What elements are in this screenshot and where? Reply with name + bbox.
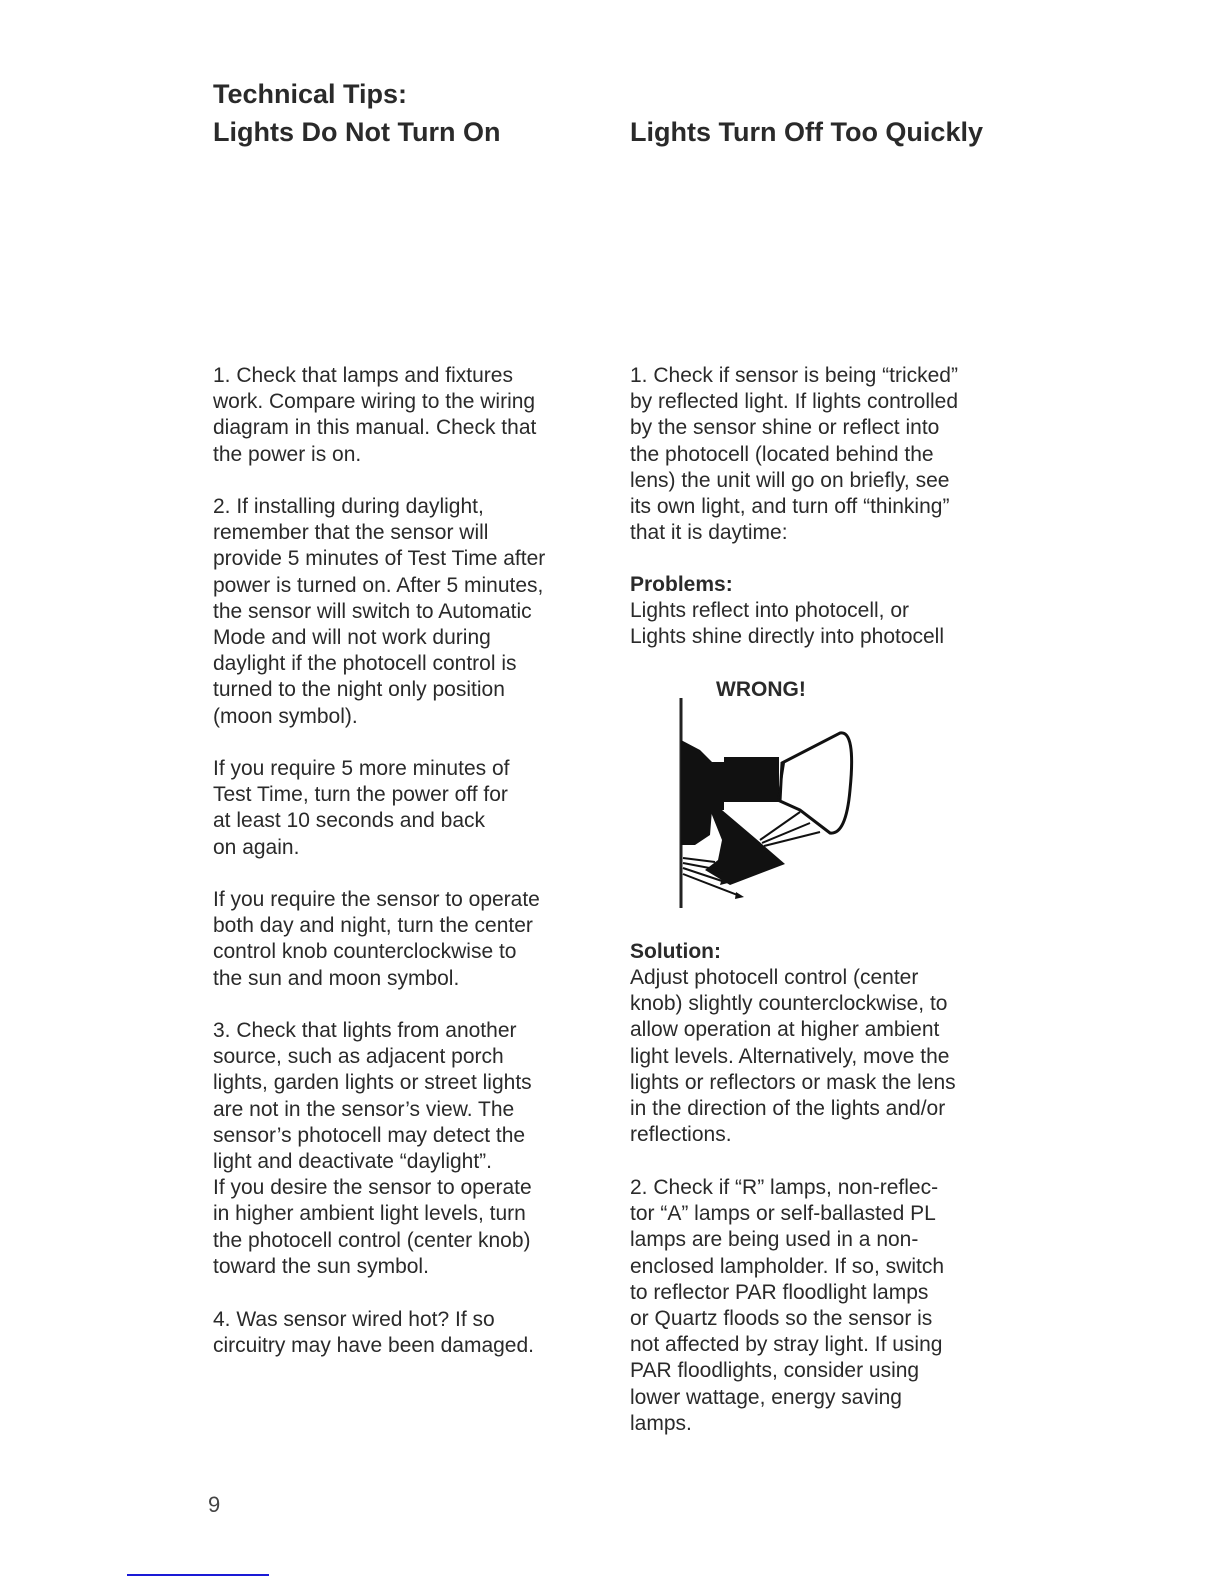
text-line: its own light, and turn off “thinking” bbox=[630, 495, 950, 519]
text-line: are not in the sensor’s view. The bbox=[213, 1097, 515, 1121]
text-line: the photocell (located behind the bbox=[630, 442, 934, 466]
text-line: (moon symbol). bbox=[213, 704, 358, 728]
text-line: source, such as adjacent porch bbox=[213, 1045, 504, 1069]
text-line: work. Compare wiring to the wiring bbox=[213, 390, 536, 414]
left-heading: Lights Do Not Turn On bbox=[213, 117, 501, 147]
left-paragraph-4 bbox=[213, 1307, 534, 1359]
solution-text bbox=[630, 965, 956, 1148]
text-line: 2. Check if “R” lamps, non-reflec- bbox=[630, 1176, 939, 1199]
text-line: allow operation at higher ambient bbox=[630, 1018, 940, 1042]
text-line: control knob counterclockwise to bbox=[213, 940, 517, 964]
text-line: If you require the sensor to operate bbox=[213, 888, 540, 911]
text-line: lights or reflectors or mask the lens bbox=[630, 1070, 956, 1094]
text-line: tor “A” lamps or self-ballasted PL bbox=[630, 1202, 936, 1226]
text-line: If you desire the sensor to operate bbox=[213, 1176, 532, 1200]
left-paragraph-3 bbox=[213, 1018, 532, 1280]
text-line: remember that the sensor will bbox=[213, 521, 489, 545]
text-line: lens) the unit will go on briefly, see bbox=[630, 468, 950, 492]
text-line: light levels. Alternatively, move the bbox=[630, 1044, 950, 1068]
text-line: knob) slightly counterclockwise, to bbox=[630, 992, 948, 1016]
right-heading: Lights Turn Off Too Quickly bbox=[630, 117, 983, 147]
left-paragraph-2 bbox=[213, 494, 545, 730]
text-line: lamps. bbox=[630, 1411, 692, 1435]
text-line: power is turned on. After 5 minutes, bbox=[213, 573, 544, 597]
text-line: in higher ambient light levels, turn bbox=[213, 1202, 526, 1226]
section-title: Technical Tips: bbox=[213, 79, 408, 109]
text-line: Mode and will not work during bbox=[213, 626, 491, 650]
left-paragraph-2c bbox=[213, 887, 540, 992]
solution-label: Solution: bbox=[630, 940, 721, 963]
text-line: PAR floodlights, consider using bbox=[630, 1359, 920, 1383]
text-line: by reflected light. If lights controlled bbox=[630, 390, 959, 414]
text-line: Adjust photocell control (center bbox=[630, 966, 919, 989]
text-line: 2. If installing during daylight, bbox=[213, 495, 484, 518]
text-line: on again. bbox=[213, 835, 300, 859]
text-line: 1. Check that lamps and fixtures bbox=[213, 364, 513, 387]
text-line: light and deactivate “daylight”. bbox=[213, 1150, 492, 1174]
problems-label: Problems: bbox=[630, 573, 733, 596]
text-line: Lights shine directly into photocell bbox=[630, 625, 945, 649]
text-line: Test Time, turn the power off for bbox=[213, 783, 508, 807]
problems-list bbox=[630, 598, 944, 650]
text-line: to reflector PAR floodlight lamps bbox=[630, 1280, 929, 1304]
text-line: 1. Check if sensor is being “tricked” bbox=[630, 364, 958, 387]
left-paragraph-2b bbox=[213, 756, 509, 861]
text-line: toward the sun symbol. bbox=[213, 1254, 429, 1278]
text-line: that it is daytime: bbox=[630, 521, 788, 545]
text-line: enclosed lampholder. If so, switch bbox=[630, 1254, 944, 1278]
text-line: the sensor will switch to Automatic bbox=[213, 599, 532, 623]
text-line: the power is on. bbox=[213, 442, 362, 466]
text-line: If you require 5 more minutes of bbox=[213, 757, 510, 780]
text-line: the photocell control (center knob) bbox=[213, 1228, 531, 1252]
text-line: not affected by stray light. If using bbox=[630, 1333, 943, 1357]
page-number: 9 bbox=[208, 1492, 221, 1517]
text-line: 3. Check that lights from another bbox=[213, 1019, 517, 1042]
text-line: lights, garden lights or street lights bbox=[213, 1071, 532, 1095]
text-line: provide 5 minutes of Test Time after bbox=[213, 547, 546, 571]
text-line: lamps are being used in a non- bbox=[630, 1228, 919, 1252]
right-paragraph-1 bbox=[630, 363, 958, 546]
text-line: in the direction of the lights and/or bbox=[630, 1097, 946, 1121]
text-line: the sun and moon symbol. bbox=[213, 966, 460, 990]
link-underline bbox=[127, 1574, 269, 1576]
wrong-placement-illustration bbox=[660, 670, 890, 920]
text-line: reflections. bbox=[630, 1123, 732, 1147]
text-line: circuitry may have been damaged. bbox=[213, 1334, 534, 1358]
figure-label: WRONG! bbox=[716, 678, 806, 701]
text-line: both day and night, turn the center bbox=[213, 914, 533, 938]
text-line: at least 10 seconds and back bbox=[213, 809, 486, 833]
text-line: or Quartz floods so the sensor is bbox=[630, 1307, 933, 1331]
right-paragraph-2 bbox=[630, 1175, 944, 1437]
text-line: 4. Was sensor wired hot? If so bbox=[213, 1308, 495, 1331]
text-line: sensor’s photocell may detect the bbox=[213, 1123, 526, 1147]
text-line: lower wattage, energy saving bbox=[630, 1385, 902, 1409]
text-line: diagram in this manual. Check that bbox=[213, 416, 537, 440]
text-line: Lights reflect into photocell, or bbox=[630, 599, 909, 622]
left-paragraph-1 bbox=[213, 363, 536, 468]
text-line: daylight if the photocell control is bbox=[213, 652, 517, 676]
text-line: turned to the night only position bbox=[213, 678, 505, 702]
text-line: by the sensor shine or reflect into bbox=[630, 416, 940, 440]
